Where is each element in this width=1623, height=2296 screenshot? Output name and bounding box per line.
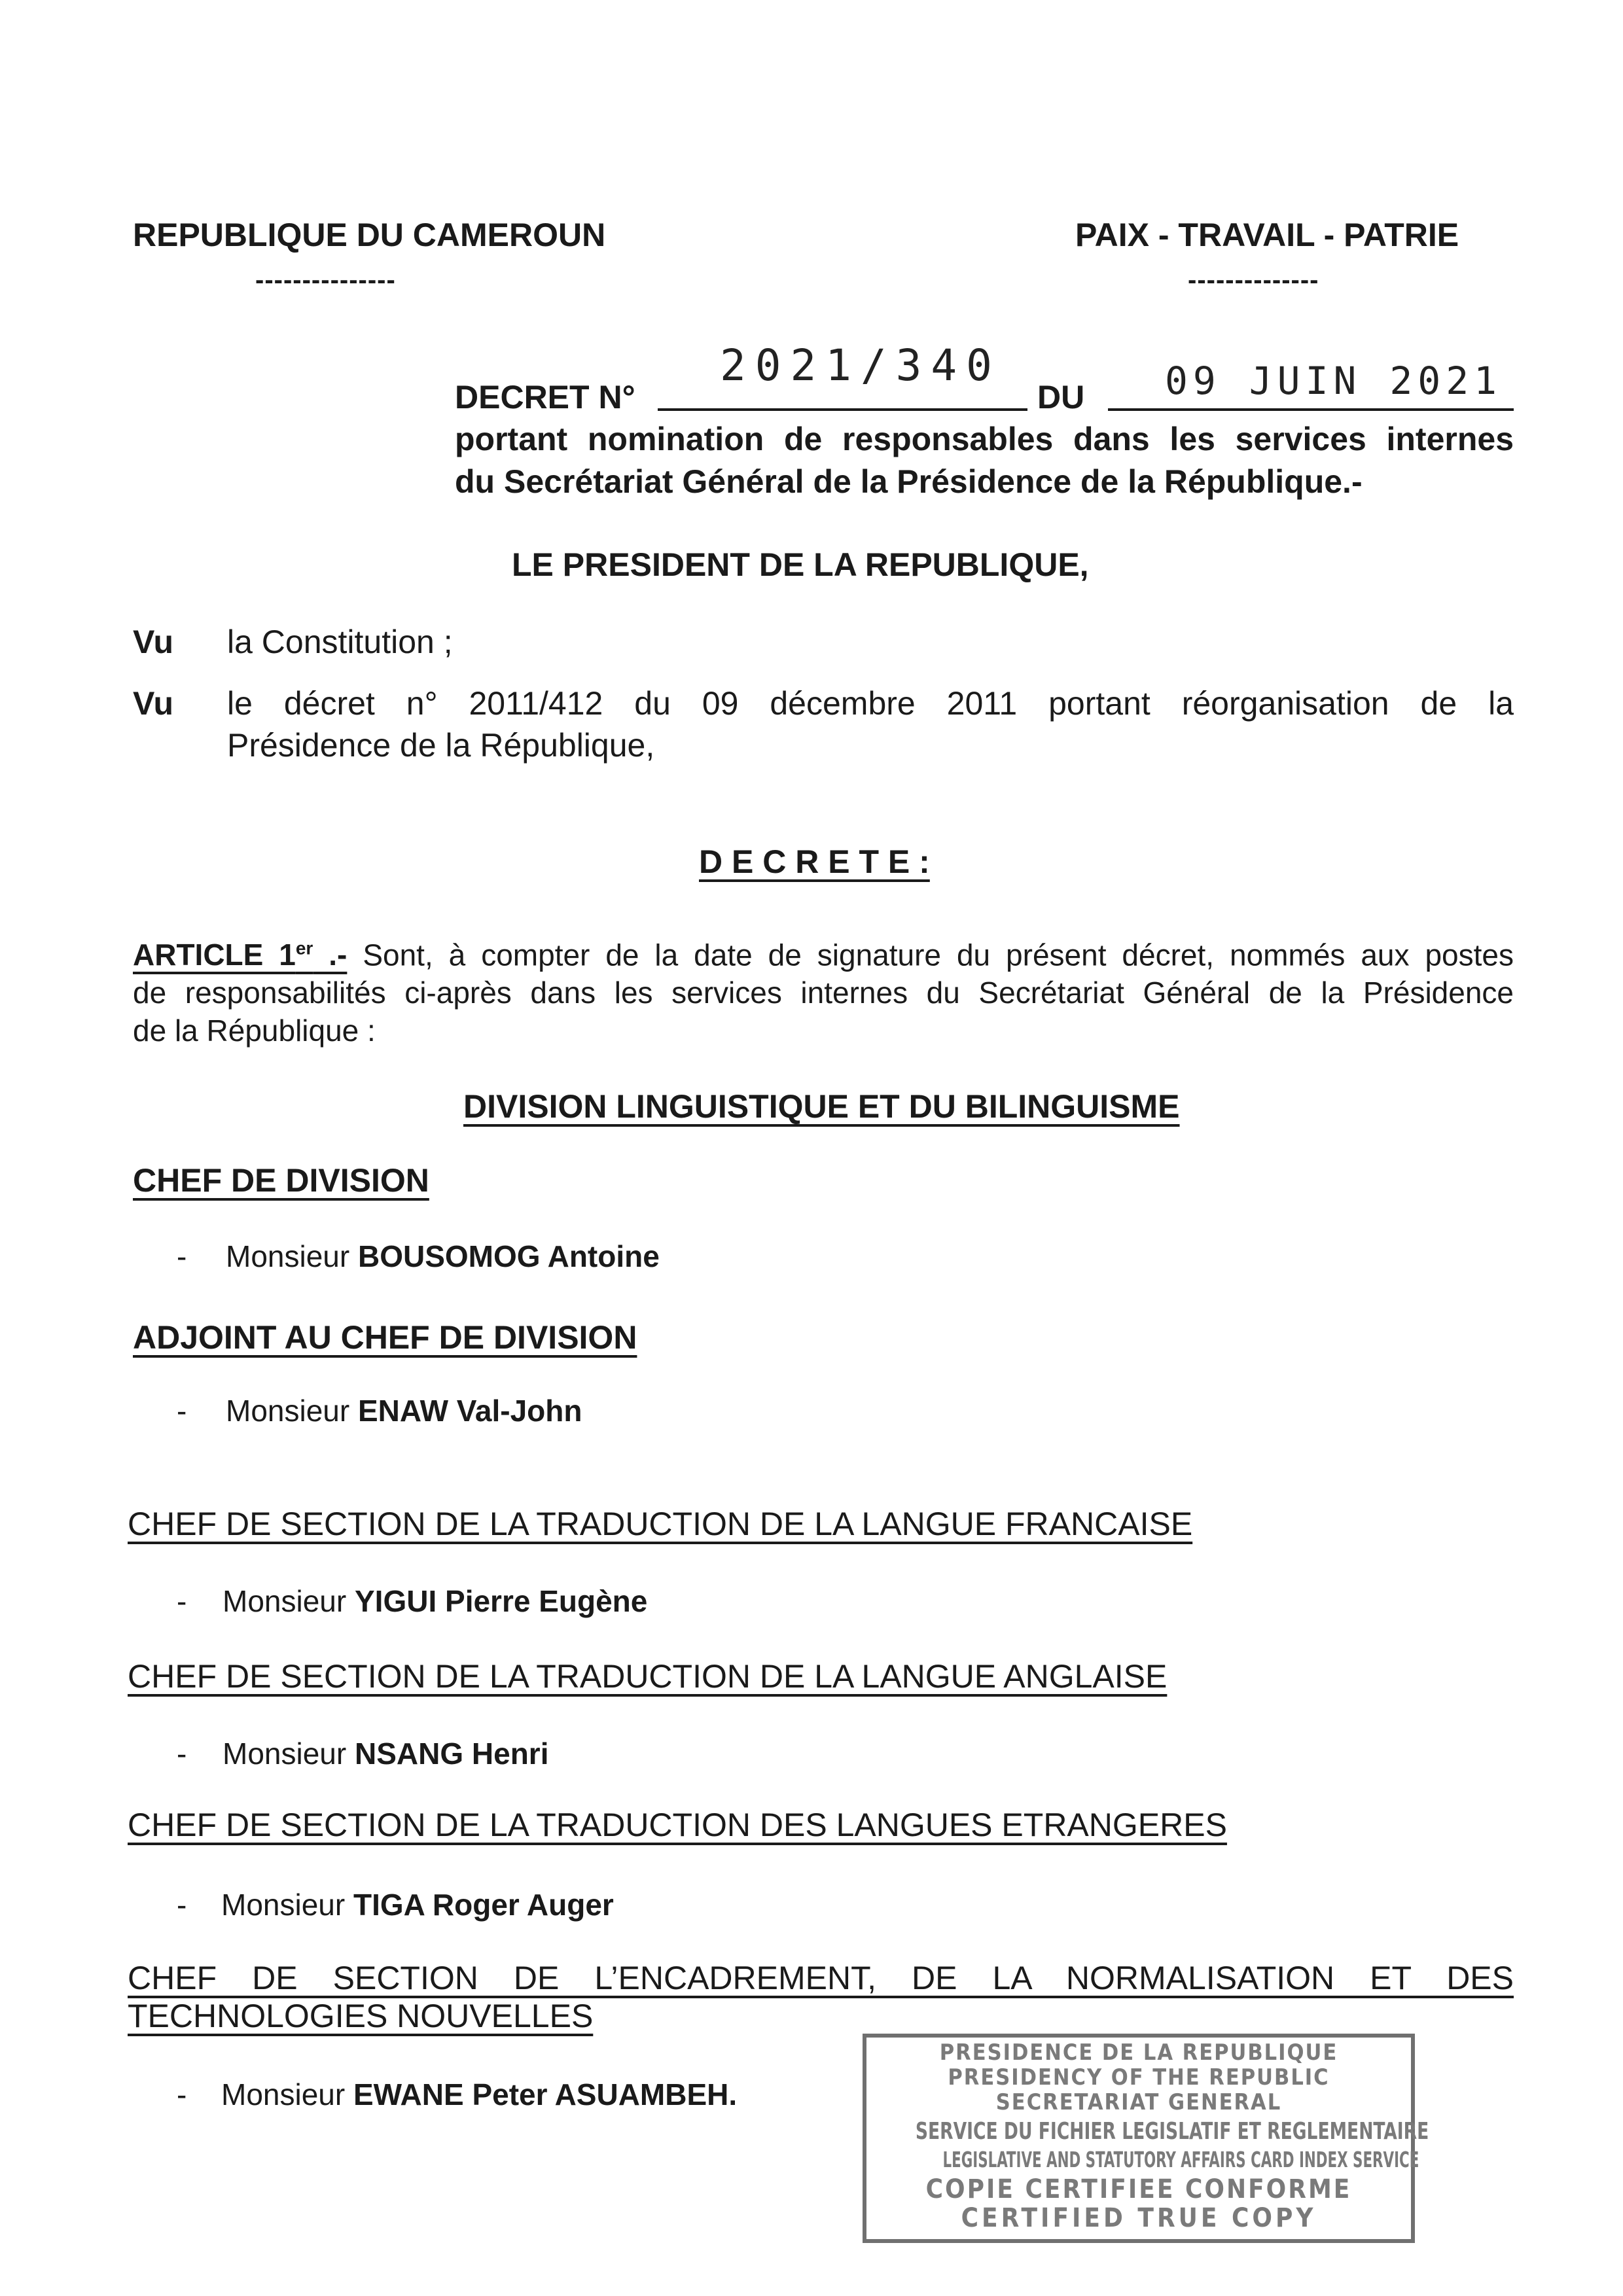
national-motto: PAIX - TRAVAIL - PATRIE	[1075, 217, 1459, 253]
stamp-line: SECRETARIAT GENERAL	[995, 2089, 1282, 2115]
position-title: CHEF DE SECTION DE LA TRADUCTION DE LA LANGUE ANGLAISE	[128, 1658, 1168, 1695]
appointee: Monsieur TIGA Roger Auger	[221, 1888, 614, 1922]
stamp-line: LEGISLATIVE AND STATUTORY AFFAIRS CARD INDEX SERVICE	[942, 2147, 1419, 2172]
stamp-line: PRESIDENCE DE LA REPUBLIQUE	[939, 2040, 1338, 2066]
vu-label-2: Vu	[133, 685, 174, 722]
decree-number-label: DECRET N°	[455, 379, 635, 415]
stamp-line: SERVICE DU FICHIER LEGISLATIF ET REGLEMENTAIRE	[915, 2118, 1429, 2145]
appointee-dash: -	[177, 1888, 187, 1922]
appointee: Monsieur YIGUI Pierre Eugène	[223, 1584, 648, 1618]
decree-number-handwritten: 2021/340	[720, 340, 1001, 391]
position-title: ADJOINT AU CHEF DE DIVISION	[133, 1319, 637, 1356]
article-1-label: ARTICLE 1er .-	[133, 938, 348, 972]
article-1-line2: de responsabilités ci-après dans les services internes du Secrétariat Général de la Présidence	[133, 976, 1514, 1010]
appointee-dash: -	[177, 1584, 187, 1618]
certification-stamp	[863, 2034, 1429, 2243]
division-title: DIVISION LINGUISTIQUE ET DU BILINGUISME	[463, 1088, 1180, 1125]
position-title: CHEF DE SECTION DE LA TRADUCTION DE LA LANGUE FRANCAISE	[128, 1506, 1193, 1542]
motto-underline: --------------	[1188, 266, 1319, 294]
vu-text-2-line2: Présidence de la République,	[227, 727, 655, 764]
decree-subject-line1: portant nomination de responsables dans les services internes	[455, 421, 1514, 457]
appointee: Monsieur ENAW Val-John	[226, 1394, 582, 1428]
decree-date-handwritten: 09 JUIN 2021	[1165, 359, 1503, 403]
appointee-dash: -	[177, 1394, 187, 1428]
decree-date-line	[1108, 408, 1514, 411]
stamp-line: COPIE CERTIFIEE CONFORME	[925, 2174, 1352, 2204]
vu-text-1: la Constitution ;	[227, 624, 453, 660]
authority-heading: LE PRESIDENT DE LA REPUBLIQUE,	[512, 546, 1089, 583]
stamp-line: PRESIDENCY OF THE REPUBLIC	[948, 2064, 1330, 2091]
country-name: REPUBLIQUE DU CAMEROUN	[133, 217, 606, 253]
position-title: CHEF DE SECTION DE LA TRADUCTION DES LANGUES ETRANGERES	[128, 1807, 1227, 1843]
position-title: CHEF DE DIVISION	[133, 1162, 429, 1199]
vu-label-1: Vu	[133, 624, 174, 660]
vu-text-2-line1: le décret n° 2011/412 du 09 décembre 2011 portant réorganisation de la	[227, 685, 1514, 722]
position-title-line2: TECHNOLOGIES NOUVELLES	[128, 1998, 594, 2034]
decree-date-label: DU	[1037, 379, 1085, 415]
appointee: Monsieur EWANE Peter ASUAMBEH.	[221, 2077, 738, 2111]
stamp-line: CERTIFIED TRUE COPY	[961, 2203, 1317, 2233]
country-underline: ---------------	[255, 266, 396, 294]
decree-number-line	[658, 408, 1027, 411]
article-1-line1: ARTICLE 1er .- Sont, à compter de la date de signature du présent décret, nommés aux postes	[133, 938, 1514, 972]
appointee-dash: -	[177, 1239, 187, 1273]
appointee: Monsieur BOUSOMOG Antoine	[226, 1239, 660, 1273]
decree-subject-line2: du Secrétariat Général de la Présidence de la République.-	[455, 463, 1363, 500]
appointee: Monsieur NSANG Henri	[223, 1737, 549, 1771]
position-title-line1: CHEF DE SECTION DE L’ENCADREMENT, DE LA NORMALISATION ET DES	[128, 1960, 1514, 1996]
decrete-heading: D E C R E T E :	[699, 843, 930, 880]
appointee-dash: -	[177, 2077, 187, 2111]
appointee-dash: -	[177, 1737, 187, 1771]
article-1-line3: de la République :	[133, 1014, 376, 1048]
